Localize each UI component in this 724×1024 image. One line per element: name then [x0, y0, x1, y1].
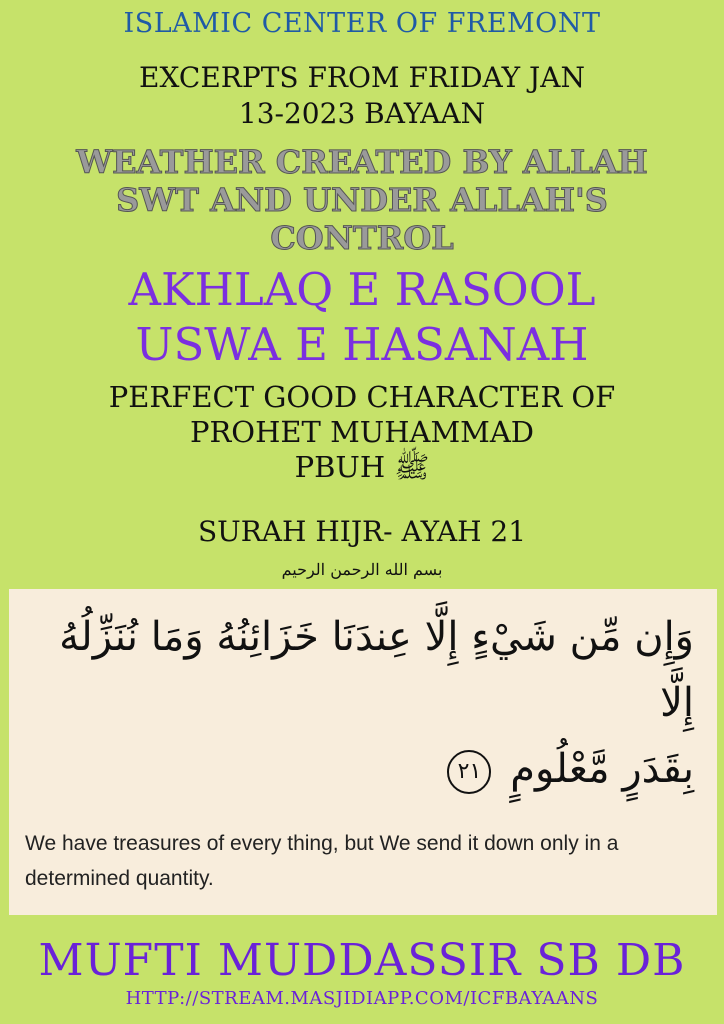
- character-line-3: PBUH ﷺ: [294, 450, 430, 484]
- bismillah-text: بسم الله الرحمن الرحيم: [281, 560, 443, 579]
- org-title: ISLAMIC CENTER OF FREMONT: [123, 8, 601, 39]
- weather-line-2: SWT AND UNDER ALLAH'S: [116, 181, 608, 219]
- character-line-2: PROHET MUHAMMAD: [189, 415, 535, 449]
- character-line-1: PERFECT GOOD CHARACTER OF: [108, 380, 616, 414]
- character-subtitle: [0, 380, 724, 485]
- weather-topic: [0, 143, 724, 257]
- verse-translation: We have treasures of every thing, but We send it down only in a determined quantity.: [25, 832, 619, 890]
- ayah-number-marker: ٢١: [447, 750, 491, 794]
- excerpts-line-2: 13-2023 BAYAAN: [238, 97, 486, 130]
- arabic-line-1: وَإِن مِّن شَيْءٍ إِلَّا عِندَنَا خَزَائِنُهُ وَمَا نُنَزِّلُهُ إِلَّا: [59, 614, 694, 726]
- weather-line-1: WEATHER CREATED BY ALLAH: [76, 143, 648, 181]
- weather-line-3: CONTROL: [270, 219, 454, 257]
- speaker-name: MUFTI MUDDASSIR SB DB: [38, 935, 686, 986]
- akhlaq-title: [0, 262, 724, 372]
- arabic-verse: [34, 604, 694, 802]
- excerpts-line-1: EXCERPTS FROM FRIDAY JAN: [139, 61, 585, 94]
- arabic-line-2: [34, 736, 694, 802]
- surah-reference: SURAH HIJR- AYAH 21: [197, 515, 527, 548]
- arabic-line-2-text: بِقَدَرٍ مَّعْلُومٍ: [510, 746, 694, 792]
- excerpts-heading: [0, 60, 724, 132]
- akhlaq-line-1: AKHLAQ E RASOOL: [128, 263, 596, 316]
- stream-url[interactable]: HTTP://STREAM.MASJIDIAPP.COM/ICFBAYAANS: [125, 988, 599, 1009]
- akhlaq-line-2: USWA E HASANAH: [135, 318, 589, 371]
- verse-panel: [9, 589, 717, 915]
